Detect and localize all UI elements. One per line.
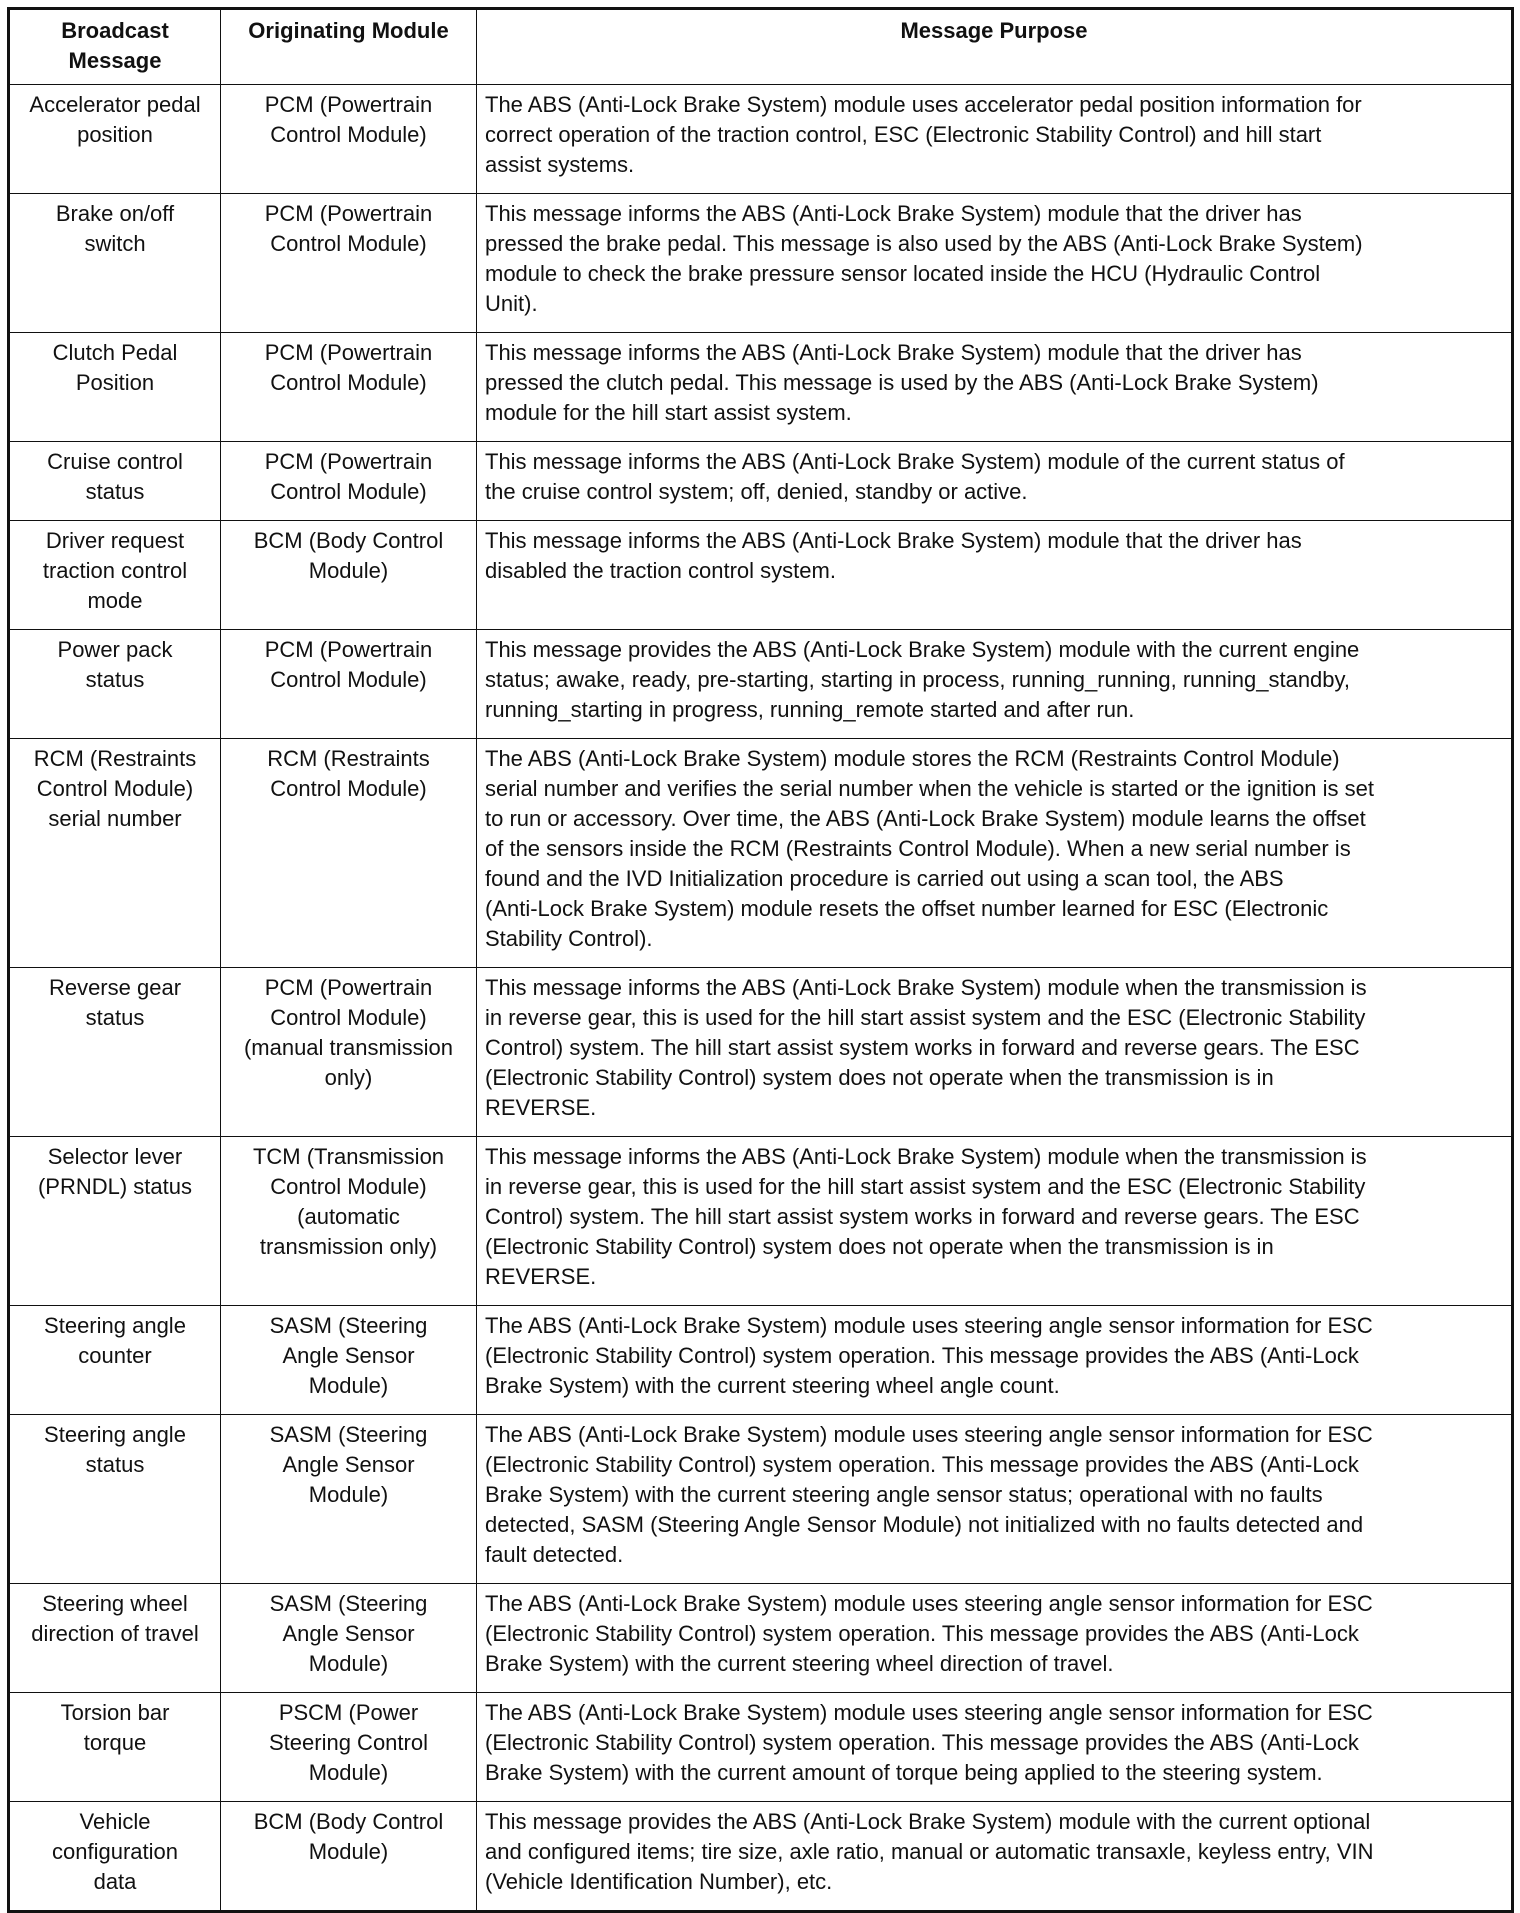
originating-module-cell: PCM (Powertrain Control Module) <box>221 442 477 521</box>
originating-module-cell: RCM (Restraints Control Module) <box>221 739 477 968</box>
originating-module-cell: SASM (Steering Angle Sensor Module) <box>221 1584 477 1693</box>
message-purpose-cell: This message provides the ABS (Anti-Lock Brake System) module with the current optional and configured items; tire size, axle ratio, manual or automatic transaxle, keyless entry, VIN (Vehicle Identification Number), etc. <box>477 1802 1513 1912</box>
table-row <box>9 1584 1513 1693</box>
message-purpose-cell: The ABS (Anti-Lock Brake System) module uses accelerator pedal position information for correct operation of the traction control, ESC (Electronic Stability Control) and hill start assist systems. <box>477 85 1513 194</box>
message-purpose-cell: The ABS (Anti-Lock Brake System) module uses steering angle sensor information for ESC (Electronic Stability Control) system operation. This message provides the ABS (Anti-Lock Brake System) with the current steering wheel angle count. <box>477 1306 1513 1415</box>
broadcast-message-cell: Steering angle status <box>9 1415 221 1584</box>
table-row <box>9 521 1513 630</box>
broadcast-message-cell: Reverse gear status <box>9 968 221 1137</box>
table-row <box>9 442 1513 521</box>
message-purpose-cell: This message informs the ABS (Anti-Lock Brake System) module of the current status of the cruise control system; off, denied, standby or active. <box>477 442 1513 521</box>
header-broadcast-message: Broadcast Message <box>9 9 221 85</box>
table-row <box>9 85 1513 194</box>
message-purpose-cell: This message informs the ABS (Anti-Lock Brake System) module when the transmission is in reverse gear, this is used for the hill start assist system and the ESC (Electronic Stability Control) system. The hill start assist system works in forward and reverse gears. The ESC (Electronic Stability Control) system does not operate when the transmission is in REVERSE. <box>477 1137 1513 1306</box>
header-originating-module: Originating Module <box>221 9 477 85</box>
table-row <box>9 1137 1513 1306</box>
message-purpose-cell: This message informs the ABS (Anti-Lock Brake System) module that the driver has pressed the clutch pedal. This message is used by the ABS (Anti-Lock Brake System) module for the hill start assist system. <box>477 333 1513 442</box>
header-row <box>9 9 1513 85</box>
table-row <box>9 968 1513 1137</box>
originating-module-cell: PCM (Powertrain Control Module) <box>221 85 477 194</box>
broadcast-message-cell: Cruise control status <box>9 442 221 521</box>
originating-module-cell: PCM (Powertrain Control Module) <box>221 333 477 442</box>
table-row <box>9 194 1513 333</box>
broadcast-message-cell: Power pack status <box>9 630 221 739</box>
broadcast-message-cell: Steering angle counter <box>9 1306 221 1415</box>
message-purpose-cell: This message provides the ABS (Anti-Lock Brake System) module with the current engine status; awake, ready, pre-starting, starting in process, running_running, running_standby, running_starting in progress, running_remote started and after run. <box>477 630 1513 739</box>
message-purpose-cell: This message informs the ABS (Anti-Lock Brake System) module when the transmission is in reverse gear, this is used for the hill start assist system and the ESC (Electronic Stability Control) system. The hill start assist system works in forward and reverse gears. The ESC (Electronic Stability Control) system does not operate when the transmission is in REVERSE. <box>477 968 1513 1137</box>
header-message-purpose: Message Purpose <box>477 9 1513 85</box>
message-purpose-cell: The ABS (Anti-Lock Brake System) module stores the RCM (Restraints Control Module) serial number and verifies the serial number when the vehicle is started or the ignition is set to run or accessory. Over time, the ABS (Anti-Lock Brake System) module learns the offset of the sensors inside the RCM (Restraints Control Module). When a new serial number is found and the IVD Initialization procedure is carried out using a scan tool, the ABS (Anti-Lock Brake System) module resets the offset number learned for ESC (Electronic Stability Control). <box>477 739 1513 968</box>
broadcast-message-cell: Accelerator pedal position <box>9 85 221 194</box>
broadcast-message-cell: Torsion bar torque <box>9 1693 221 1802</box>
table-row <box>9 333 1513 442</box>
table-row <box>9 1802 1513 1912</box>
broadcast-message-cell: Driver request traction control mode <box>9 521 221 630</box>
broadcast-message-cell: Steering wheel direction of travel <box>9 1584 221 1693</box>
table-row <box>9 1415 1513 1584</box>
originating-module-cell: PCM (Powertrain Control Module) (manual transmission only) <box>221 968 477 1137</box>
originating-module-cell: PCM (Powertrain Control Module) <box>221 194 477 333</box>
broadcast-message-cell: Vehicle configuration data <box>9 1802 221 1912</box>
originating-module-cell: BCM (Body Control Module) <box>221 521 477 630</box>
originating-module-cell: BCM (Body Control Module) <box>221 1802 477 1912</box>
message-purpose-cell: The ABS (Anti-Lock Brake System) module uses steering angle sensor information for ESC (Electronic Stability Control) system operation. This message provides the ABS (Anti-Lock Brake System) with the current amount of torque being applied to the steering system. <box>477 1693 1513 1802</box>
message-purpose-cell: This message informs the ABS (Anti-Lock Brake System) module that the driver has pressed the brake pedal. This message is also used by the ABS (Anti-Lock Brake System) module to check the brake pressure sensor located inside the HCU (Hydraulic Control Unit). <box>477 194 1513 333</box>
broadcast-message-cell: Brake on/off switch <box>9 194 221 333</box>
originating-module-cell: PSCM (Power Steering Control Module) <box>221 1693 477 1802</box>
broadcast-message-table <box>7 7 1514 1913</box>
originating-module-cell: SASM (Steering Angle Sensor Module) <box>221 1415 477 1584</box>
originating-module-cell: PCM (Powertrain Control Module) <box>221 630 477 739</box>
table-row <box>9 1693 1513 1802</box>
broadcast-message-cell: Clutch Pedal Position <box>9 333 221 442</box>
broadcast-message-cell: RCM (Restraints Control Module) serial number <box>9 739 221 968</box>
message-purpose-cell: The ABS (Anti-Lock Brake System) module uses steering angle sensor information for ESC (Electronic Stability Control) system operation. This message provides the ABS (Anti-Lock Brake System) with the current steering wheel direction of travel. <box>477 1584 1513 1693</box>
table-row <box>9 630 1513 739</box>
message-purpose-cell: This message informs the ABS (Anti-Lock Brake System) module that the driver has disabled the traction control system. <box>477 521 1513 630</box>
originating-module-cell: TCM (Transmission Control Module) (automatic transmission only) <box>221 1137 477 1306</box>
table-row <box>9 739 1513 968</box>
table-row <box>9 1306 1513 1415</box>
originating-module-cell: SASM (Steering Angle Sensor Module) <box>221 1306 477 1415</box>
message-purpose-cell: The ABS (Anti-Lock Brake System) module uses steering angle sensor information for ESC (Electronic Stability Control) system operation. This message provides the ABS (Anti-Lock Brake System) with the current steering angle sensor status; operational with no faults detected, SASM (Steering Angle Sensor Module) not initialized with no faults detected and fault detected. <box>477 1415 1513 1584</box>
broadcast-message-cell: Selector lever (PRNDL) status <box>9 1137 221 1306</box>
